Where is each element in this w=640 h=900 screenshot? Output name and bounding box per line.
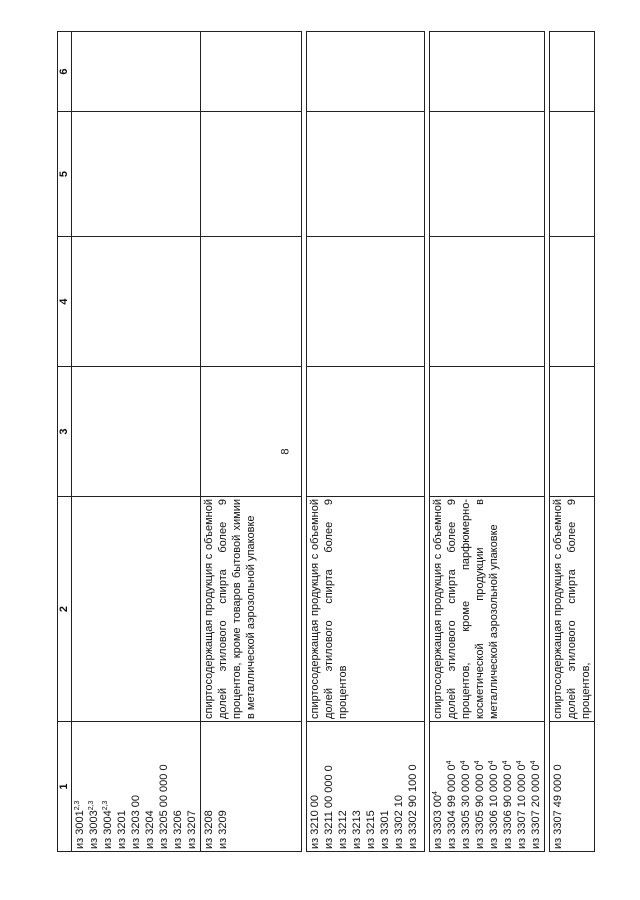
hs-code-text: из 3210 00 [309, 794, 321, 849]
col-header-1: 1 [58, 722, 72, 852]
hs-code [515, 724, 529, 849]
description-cell [72, 497, 201, 722]
codes-cell [72, 722, 201, 852]
footnote-mark: 2,3 [74, 800, 81, 811]
hs-code-text: из 3206 [172, 810, 184, 849]
hs-code-text: из 3209 [217, 810, 229, 849]
hs-code-text: из 3215 [365, 810, 377, 849]
description-cell: спиртосодержащая продукция с объемной долей этилового спирта более 9 процентов [307, 497, 425, 722]
hs-code [529, 724, 543, 849]
customs-codes-table [57, 31, 595, 852]
table-row [550, 32, 595, 852]
hs-code [101, 724, 115, 849]
empty-cell [72, 32, 201, 112]
hs-code [551, 724, 565, 849]
hs-code-text: из 3305 30 000 0 [460, 764, 472, 849]
footnote-mark: 4 [530, 760, 537, 765]
hs-code [185, 724, 199, 849]
footnote-mark: 4 [474, 760, 481, 765]
hs-code-text: из 3204 [144, 810, 156, 849]
hs-code-text: из 3004 [102, 810, 114, 849]
rotated-page [57, 32, 592, 852]
empty-cell [550, 112, 595, 237]
codes-cell [550, 722, 595, 852]
hs-code [129, 724, 143, 849]
empty-cell [550, 367, 595, 497]
footnote-mark: 4 [460, 760, 467, 765]
table-row [307, 32, 425, 852]
empty-cell [307, 367, 425, 497]
hs-code-text: из 3305 90 000 0 [474, 764, 486, 849]
hs-code-text: из 3205 00 000 0 [158, 764, 170, 849]
empty-cell [72, 237, 201, 367]
hs-code [459, 724, 473, 849]
empty-cell [550, 237, 595, 367]
footnote-mark: 4 [502, 760, 509, 765]
hs-code-text: из 3208 [203, 810, 215, 849]
description-cell: спиртосодержащая продукция с объемной долей этилового спирта более 9 процентов, кроме парфюмерно-косметической продукции в металлической аэрозольной упаковке [430, 497, 545, 722]
hs-code-text: из 3207 [186, 810, 198, 849]
codes-cell [430, 722, 545, 852]
hs-code [392, 724, 406, 849]
empty-cell [72, 367, 201, 497]
hs-code-text: из 3212 [337, 810, 349, 849]
empty-cell [430, 112, 545, 237]
empty-cell [201, 367, 302, 497]
empty-cell [72, 112, 201, 237]
table-row [201, 32, 302, 852]
hs-code [322, 724, 336, 849]
col-header-4: 4 [58, 237, 72, 367]
empty-cell [201, 32, 302, 112]
footnote-mark: 4 [488, 760, 495, 765]
empty-cell [430, 367, 545, 497]
hs-code-text: из 3307 49 000 0 [552, 764, 564, 849]
hs-code [171, 724, 185, 849]
hs-code [445, 724, 459, 849]
hs-code-text: из 3001 [74, 810, 86, 849]
footnote-mark: 4 [432, 791, 439, 795]
hs-code-text: из 3303 00 [432, 794, 444, 849]
table-row [72, 32, 201, 852]
hs-code-text: из 3306 90 000 0 [502, 764, 514, 849]
hs-code [73, 724, 87, 849]
hs-code-text: из 3302 10 [393, 794, 405, 849]
hs-code-text: из 3211 00 000 0 [323, 765, 335, 849]
hs-code [487, 724, 501, 849]
hs-code-text: из 3301 [379, 810, 391, 849]
hs-code-text: из 3201 [116, 810, 128, 849]
hs-code [378, 724, 392, 849]
hs-code [143, 724, 157, 849]
empty-cell [430, 32, 545, 112]
empty-cell [201, 237, 302, 367]
hs-code [473, 724, 487, 849]
hs-code [308, 724, 322, 849]
codes-cell [201, 722, 302, 852]
empty-cell [430, 237, 545, 367]
col-header-5: 5 [58, 112, 72, 237]
empty-cell [201, 112, 302, 237]
hs-code-text: из 3213 [351, 810, 363, 849]
hs-code-text: из 3307 10 000 0 [516, 764, 528, 849]
footnote-mark: 4 [446, 760, 453, 765]
hs-code [501, 724, 515, 849]
col-header-6: 6 [58, 32, 72, 112]
hs-code-text: из 3302 90 100 0 [407, 764, 419, 849]
empty-cell [307, 32, 425, 112]
hs-code [336, 724, 350, 849]
hs-code-text: из 3307 20 000 0 [530, 764, 542, 849]
hs-code-text: из 3306 10 000 0 [488, 764, 500, 849]
description-cell: спиртосодержащая продукция с объемной долей этилового спирта более 9 процентов, кроме товаров бытовой химии в металлической аэрозольной упаковке [201, 497, 302, 722]
codes-cell [307, 722, 425, 852]
hs-code-text: из 3304 99 000 0 [446, 764, 458, 849]
footnote-mark: 4 [516, 760, 523, 765]
hs-code [216, 724, 230, 849]
col-header-2: 2 [58, 497, 72, 722]
table-row [430, 32, 545, 852]
hs-code [364, 724, 378, 849]
page-number: 8 [279, 448, 292, 455]
hs-code-text: из 3203 00 [130, 794, 142, 849]
hs-code [350, 724, 364, 849]
empty-cell [550, 32, 595, 112]
hs-code [431, 724, 445, 849]
hs-code [115, 724, 129, 849]
hs-code-text: из 3003 [88, 810, 100, 849]
footnote-mark: 2,3 [102, 800, 109, 811]
empty-cell [307, 112, 425, 237]
hs-code [157, 724, 171, 849]
hs-code [87, 724, 101, 849]
hs-code [406, 724, 420, 849]
header-row [58, 32, 72, 852]
col-header-3: 3 [58, 367, 72, 497]
hs-code [202, 724, 216, 849]
footnote-mark: 2,3 [88, 800, 95, 811]
description-cell: спиртосодержащая продукция с объемной долей этилового спирта более 9 процентов, [550, 497, 595, 722]
empty-cell [307, 237, 425, 367]
